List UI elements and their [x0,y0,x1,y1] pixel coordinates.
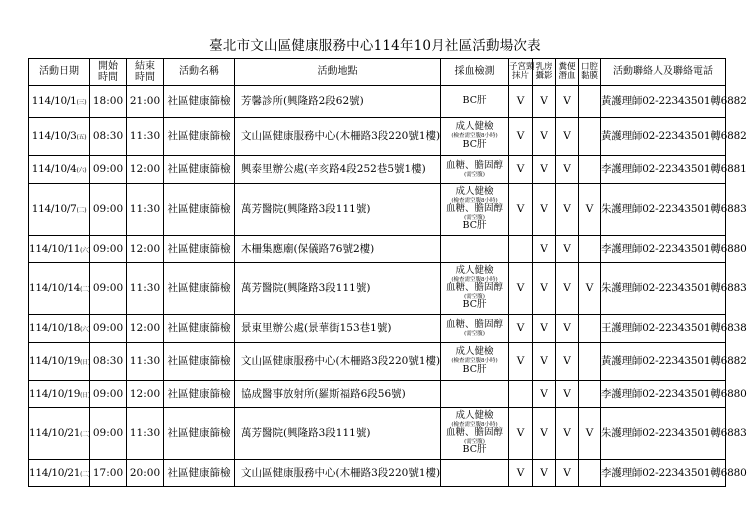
start-time-cell: 08:30 [90,118,127,156]
blood-test-line: 血糖、膽固醇 [445,318,503,330]
table-row [29,184,726,236]
blood-test-cell [441,315,509,343]
location-cell: 芳馨診所(興隆路2段62號) [235,86,441,118]
start-time-cell: 09:00 [90,408,127,460]
blood-test-cell [441,343,509,381]
activity-name-cell: 社區健康篩檢 [164,315,235,343]
oral-mucosa-mark [579,86,601,118]
contact-cell: 李護理師02-22343501轉6881 [601,156,726,184]
blood-test-cell [441,236,509,263]
header-activity-name: 活動名稱 [164,59,235,86]
start-time-cell: 17:00 [90,460,127,487]
mammography-mark: V [533,236,556,263]
location-cell: 興泰里辦公處(辛亥路4段252巷5號1樓) [235,156,441,184]
blood-test-line: 成人健檢 [455,121,494,133]
fecal-occult-blood-mark: V [556,315,579,343]
weekday-text: (六) [80,246,90,254]
table-row [29,460,726,487]
table-row [29,156,726,184]
blood-test-cell [441,408,509,460]
blood-test-line: (需空腹) [464,293,485,300]
date-text: 114/10/21 [29,466,81,479]
blood-test-line: BC肝 [462,444,487,456]
header-start-time: 開始 時間 [90,59,127,86]
header-contact: 活動聯絡人及聯絡電話 [601,59,726,86]
end-time-cell: 11:30 [127,184,164,236]
date-cell [29,460,90,487]
blood-test-line: 血糖、膽固醇 [445,159,503,171]
weekday-text: (二) [80,431,90,439]
contact-cell: 朱護理師02-22343501轉6883 [601,184,726,236]
contact-cell: 黃護理師02-22343501轉6882 [601,118,726,156]
end-time-cell: 21:00 [127,86,164,118]
start-time-cell: 09:00 [90,236,127,263]
date-cell [29,118,90,156]
schedule-table [28,58,747,487]
fecal-occult-blood-mark: V [556,343,579,381]
start-time-cell: 09:00 [90,381,127,408]
end-time-cell: 12:00 [127,381,164,408]
mammography-mark: V [533,86,556,118]
weekday-text: (二) [80,286,90,294]
blood-test-line: (檢查需空腹8小時) [451,421,498,428]
location-cell: 文山區健康服務中心(木柵路3段220號1樓) [235,460,441,487]
oral-mucosa-mark [579,381,601,408]
activity-name-cell: 社區健康篩檢 [164,86,235,118]
contact-cell: 李護理師02-22343501轉6880 [601,460,726,487]
activity-name-cell: 社區健康篩檢 [164,381,235,408]
blood-test-line: (需空腹) [464,438,485,445]
contact-cell: 王護理師02-22343501轉6838 [601,315,726,343]
activity-name-cell: 社區健康篩檢 [164,460,235,487]
date-cell [29,381,90,408]
blood-test-line: (檢查需空腹8小時) [451,133,498,140]
blood-test-line: 血糖、膽固醇 [445,427,503,439]
pap-smear-mark: V [509,315,533,343]
date-cell [29,343,90,381]
mammography-mark: V [533,263,556,315]
header-end-time: 結束 時間 [127,59,164,86]
end-time-cell: 20:00 [127,460,164,487]
blood-test-cell [441,381,509,408]
table-row [29,343,726,381]
activity-name-cell: 社區健康篩檢 [164,184,235,236]
date-cell [29,86,90,118]
table-row [29,315,726,343]
blood-test-cell [441,184,509,236]
fecal-occult-blood-mark: V [556,236,579,263]
date-text: 114/10/14 [29,282,81,295]
fecal-occult-blood-mark: V [556,86,579,118]
contact-cell: 黃護理師02-22343501轉6882 [601,343,726,381]
contact-cell: 朱護理師02-22343501轉6883 [601,408,726,460]
mammography-mark: V [533,381,556,408]
end-time-cell: 12:00 [127,156,164,184]
pap-smear-mark: V [509,408,533,460]
weekday-text: (三) [76,99,87,107]
contact-cell: 朱護理師02-22343501轉6883 [601,263,726,315]
fecal-occult-blood-mark: V [556,408,579,460]
blood-test-line: (需空腹) [464,214,485,221]
blood-test-cell [441,156,509,184]
header-location: 活動地點 [235,59,441,86]
blood-test-line: BC肝 [462,138,487,150]
pap-smear-mark: V [509,263,533,315]
activity-name-cell: 社區健康篩檢 [164,343,235,381]
mammography-mark: V [533,343,556,381]
start-time-cell: 08:30 [90,343,127,381]
date-cell [29,236,90,263]
fecal-occult-blood-mark: V [556,118,579,156]
blood-test-line: (檢查需空腹8小時) [451,276,498,283]
start-time-cell: 09:00 [90,263,127,315]
location-cell: 文山區健康服務中心(木柵路3段220號1樓) [235,343,441,381]
pap-smear-mark: V [509,118,533,156]
activity-name-cell: 社區健康篩檢 [164,236,235,263]
oral-mucosa-mark [579,315,601,343]
mammography-mark: V [533,315,556,343]
location-cell: 萬芳醫院(興隆路3段111號) [235,184,441,236]
fecal-occult-blood-mark: V [556,156,579,184]
location-cell: 萬芳醫院(興隆路3段111號) [235,408,441,460]
weekday-text: (六) [76,167,87,175]
header-pap-smear: 子宮頸 抹片 [509,59,533,86]
header-row [29,59,726,86]
date-text: 114/10/3 [31,130,77,143]
weekday-text: (五) [76,134,87,142]
table-row [29,236,726,263]
start-time-cell: 18:00 [90,86,127,118]
activity-name-cell: 社區健康篩檢 [164,263,235,315]
blood-test-line: BC肝 [462,299,487,311]
fecal-occult-blood-mark: V [556,460,579,487]
header-fecal-occult-blood: 糞便 潛血 [556,59,579,86]
blood-test-line: (需空腹) [464,330,485,337]
pap-smear-mark: V [509,460,533,487]
date-cell [29,315,90,343]
table-row [29,408,726,460]
activity-name-cell: 社區健康篩檢 [164,408,235,460]
table-row [29,86,726,118]
end-time-cell: 11:30 [127,118,164,156]
end-time-cell: 12:00 [127,236,164,263]
start-time-cell: 09:00 [90,315,127,343]
pap-smear-mark [509,236,533,263]
blood-test-line: BC肝 [462,363,487,375]
date-text: 114/10/19 [29,355,81,368]
mammography-mark: V [533,118,556,156]
oral-mucosa-mark [579,118,601,156]
date-text: 114/10/19 [29,387,81,400]
oral-mucosa-mark: V [579,408,601,460]
oral-mucosa-mark: V [579,184,601,236]
blood-test-line: BC肝 [462,220,487,232]
end-time-cell: 11:30 [127,343,164,381]
date-cell [29,156,90,184]
date-cell [29,184,90,236]
date-text: 114/10/4 [31,163,77,176]
weekday-text: (日) [80,391,90,399]
end-time-cell: 12:00 [127,315,164,343]
header-date: 活動日期 [29,59,90,86]
date-cell [29,408,90,460]
contact-cell: 李護理師02-22343501轉6880 [601,236,726,263]
oral-mucosa-mark [579,236,601,263]
location-cell: 萬芳醫院(興隆路3段111號) [235,263,441,315]
end-time-cell: 11:30 [127,408,164,460]
oral-mucosa-mark [579,156,601,184]
header-mammography: 乳房 攝影 [533,59,556,86]
pap-smear-mark: V [509,184,533,236]
blood-test-cell [441,263,509,315]
location-cell: 木柵集應廟(保儀路76號2樓) [235,236,441,263]
date-cell [29,263,90,315]
date-text: 114/10/21 [29,427,81,440]
oral-mucosa-mark: V [579,263,601,315]
blood-test-line: 血糖、膽固醇 [445,282,503,294]
header-oral-mucosa: 口腔 黏膜 [579,59,601,86]
mammography-mark: V [533,460,556,487]
fecal-occult-blood-mark: V [556,184,579,236]
pap-smear-mark: V [509,343,533,381]
blood-test-cell [441,86,509,118]
date-text: 114/10/7 [31,203,77,216]
start-time-cell: 09:00 [90,156,127,184]
blood-test-line: (檢查需空腹8小時) [451,358,498,365]
header-blood-test: 採血檢測 [441,59,509,86]
blood-test-line: 成人健檢 [455,264,494,276]
contact-cell: 李護理師02-22343501轉6880 [601,381,726,408]
activity-name-cell: 社區健康篩檢 [164,118,235,156]
date-text: 114/10/11 [29,242,81,255]
pap-smear-mark: V [509,86,533,118]
table-row [29,263,726,315]
blood-test-line: 成人健檢 [455,346,494,358]
oral-mucosa-mark [579,343,601,381]
blood-test-cell [441,460,509,487]
activity-name-cell: 社區健康篩檢 [164,156,235,184]
pap-smear-mark [509,381,533,408]
location-cell: 景東里辦公處(景華街153巷1號) [235,315,441,343]
end-time-cell: 11:30 [127,263,164,315]
fecal-occult-blood-mark: V [556,263,579,315]
blood-test-line: 血糖、膽固醇 [445,203,503,215]
date-text: 114/10/18 [29,322,81,335]
table-row [29,381,726,408]
mammography-mark: V [533,184,556,236]
mammography-mark: V [533,156,556,184]
weekday-text: (六) [80,326,90,334]
date-text: 114/10/1 [31,95,77,108]
oral-mucosa-mark [579,460,601,487]
weekday-text: (二) [80,470,90,478]
page-title: 臺北市文山區健康服務中心114年10月社區活動場次表 [209,38,541,54]
table-row [29,118,726,156]
location-cell: 文山區健康服務中心(木柵路3段220號1樓) [235,118,441,156]
location-cell: 協成醫事放射所(羅斯福路6段56號) [235,381,441,408]
blood-test-cell [441,118,509,156]
fecal-occult-blood-mark: V [556,381,579,408]
start-time-cell: 09:00 [90,184,127,236]
weekday-text: (二) [76,207,87,215]
weekday-text: (日) [80,359,90,367]
blood-test-line: (需空腹) [464,171,485,178]
blood-test-line: (檢查需空腹8小時) [451,197,498,204]
blood-test-line: 成人健檢 [455,185,494,197]
blood-test-line: BC肝 [462,95,487,107]
mammography-mark: V [533,408,556,460]
pap-smear-mark: V [509,156,533,184]
contact-cell: 黃護理師02-22343501轉6882 [601,86,726,118]
blood-test-line: 成人健檢 [455,409,494,421]
